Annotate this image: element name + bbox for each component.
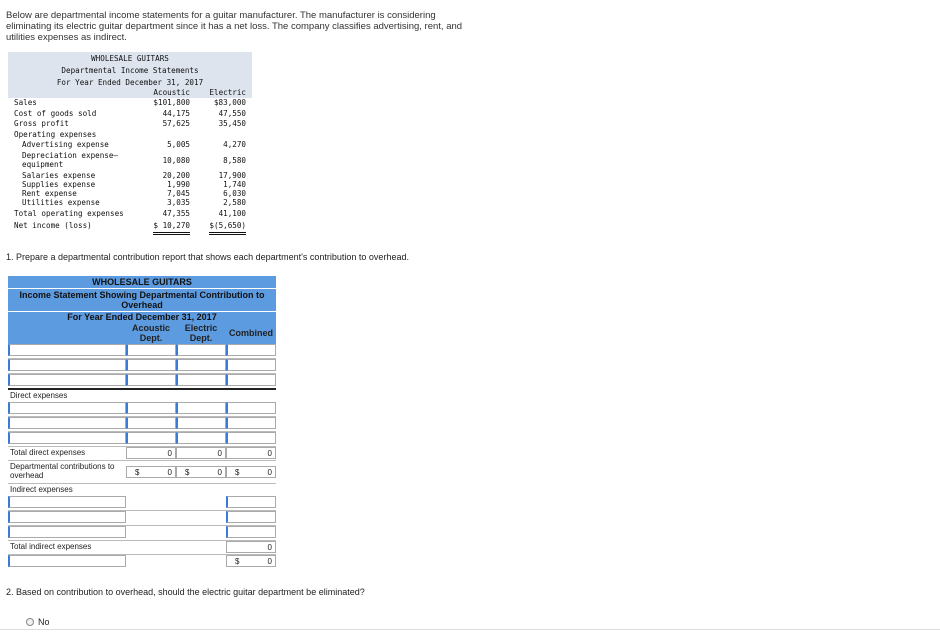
combined-input[interactable] — [226, 359, 276, 371]
table-row — [8, 484, 276, 496]
statement-value: $ 10,270 — [153, 220, 190, 235]
divider — [0, 629, 940, 630]
statement-value: 47,355 — [163, 208, 190, 221]
table-row — [8, 417, 276, 432]
combined-input[interactable] — [226, 526, 276, 538]
net-income-combined: $ 0 — [226, 555, 276, 567]
question-1: 1. Prepare a departmental contribution report that shows each department's contribution to overhead. — [6, 252, 409, 262]
statement-label: Utilities expense — [22, 197, 100, 207]
total-indirect-combined: 0 — [226, 541, 276, 553]
combined-input[interactable] — [226, 511, 276, 523]
report-header-row — [8, 322, 276, 344]
question-2: 2. Based on contribution to overhead, should the electric guitar department be eliminated? — [6, 587, 365, 597]
dept-contrib-label: Departmental contributions to overhead — [10, 462, 115, 480]
acoustic-input[interactable] — [126, 374, 176, 386]
electric-input[interactable] — [176, 402, 226, 414]
table-row — [8, 359, 276, 374]
radio-label: No — [38, 617, 50, 627]
statement-value: $(5,650) — [209, 220, 246, 235]
statement-col-acoustic: Acoustic — [153, 88, 190, 97]
statement-value: $83,000 — [213, 98, 246, 107]
combined-input[interactable] — [226, 417, 276, 429]
departmental-income-statement — [8, 52, 252, 234]
contribution-row — [8, 461, 276, 484]
electric-input[interactable] — [176, 417, 226, 429]
account-select[interactable] — [8, 402, 126, 414]
statement-period: For Year Ended December 31, 2017 — [8, 76, 252, 88]
statement-label: Salaries expense — [22, 170, 96, 180]
table-row — [8, 432, 276, 447]
contribution-report — [8, 276, 276, 566]
acoustic-input[interactable] — [126, 417, 176, 429]
statement-value: 6,030 — [223, 188, 246, 198]
problem-intro: Below are departmental income statements for a guitar manufacturer. The manufacturer is considering eliminating its electric guitar department since it has a net loss. The company classifies advertising, rent, and utilities expenses as indirect. — [6, 10, 463, 43]
combined-input[interactable] — [226, 432, 276, 444]
statement-title: Departmental Income Statements — [8, 64, 252, 76]
statement-value: 47,550 — [219, 109, 246, 121]
combined-input[interactable] — [226, 496, 276, 508]
net-income-row — [8, 555, 276, 569]
acoustic-input[interactable] — [126, 344, 176, 356]
total-indirect-label: Total indirect expenses — [10, 542, 92, 551]
combined-input[interactable] — [226, 344, 276, 356]
statement-label: Net income (loss) — [14, 220, 92, 230]
statement-label: equipment — [22, 159, 64, 169]
acoustic-input[interactable] — [126, 402, 176, 414]
account-select[interactable] — [8, 432, 126, 444]
statement-value: 10,080 — [162, 155, 190, 165]
statement-label: Depreciation expense— — [22, 150, 119, 160]
account-select[interactable] — [8, 511, 126, 523]
total-direct-row — [8, 447, 276, 461]
statement-value: 1,990 — [167, 179, 190, 189]
statement-value: 2,580 — [223, 197, 246, 207]
statement-value: 57,625 — [162, 119, 190, 128]
statement-label: Operating expenses — [14, 129, 97, 139]
account-select[interactable] — [8, 344, 126, 356]
statement-label: Sales — [14, 98, 37, 107]
header-electric: Electric Dept. — [184, 323, 218, 343]
contrib-combined: $ 0 — [226, 466, 276, 478]
statement-label: Rent expense — [22, 188, 77, 198]
contrib-electric: $ 0 — [176, 466, 226, 478]
acoustic-input[interactable] — [126, 359, 176, 371]
statement-label: Cost of goods sold — [14, 108, 97, 118]
statement-label: Total operating expenses — [14, 208, 124, 218]
direct-expenses-label: Direct expenses — [10, 391, 68, 400]
report-title: Income Statement Showing Departmental Contribution to Overhead — [8, 289, 276, 312]
electric-input[interactable] — [176, 344, 226, 356]
statement-value: 35,450 — [218, 119, 246, 128]
account-select[interactable] — [8, 496, 126, 508]
statement-value: $101,800 — [153, 98, 190, 107]
acoustic-input[interactable] — [126, 432, 176, 444]
answer-radio-no[interactable] — [26, 617, 50, 627]
statement-value: 41,100 — [219, 208, 246, 221]
report-company: WHOLESALE GUITARS — [8, 276, 276, 289]
table-row — [8, 344, 276, 359]
statement-col-electric: Electric — [209, 88, 246, 97]
table-row — [8, 496, 276, 511]
statement-company: WHOLESALE GUITARS — [8, 52, 252, 64]
combined-input[interactable] — [226, 374, 276, 386]
account-select[interactable] — [8, 417, 126, 429]
total-indirect-row — [8, 541, 276, 555]
report-grid — [8, 322, 276, 569]
statement-value: 7,045 — [167, 188, 190, 198]
account-select[interactable] — [8, 555, 126, 567]
account-select[interactable] — [8, 374, 126, 386]
statement-value: 4,270 — [223, 140, 246, 149]
statement-value: 44,175 — [163, 109, 190, 121]
table-row — [8, 526, 276, 541]
account-select[interactable] — [8, 526, 126, 538]
indirect-expenses-label: Indirect expenses — [10, 485, 73, 494]
total-direct-combined: 0 — [226, 447, 276, 459]
statement-label: Supplies expense — [22, 179, 96, 189]
statement-label: Advertising expense — [22, 140, 109, 149]
table-row — [8, 374, 276, 390]
report-period: For Year Ended December 31, 2017 — [8, 312, 276, 323]
total-direct-label: Total direct expenses — [10, 448, 86, 457]
header-acoustic: Acoustic Dept. — [131, 323, 170, 343]
statement-value: 3,035 — [167, 197, 190, 207]
electric-input[interactable] — [176, 374, 226, 386]
electric-input[interactable] — [176, 432, 226, 444]
statement-value: 1,740 — [223, 179, 246, 189]
total-direct-electric: 0 — [176, 447, 226, 459]
contrib-acoustic: $ 0 — [126, 466, 176, 478]
total-direct-acoustic: 0 — [126, 447, 176, 459]
statement-value: 5,005 — [167, 140, 190, 149]
statement-value: 8,580 — [223, 155, 246, 165]
statement-value: 17,900 — [218, 170, 246, 180]
header-combined: Combined — [229, 328, 273, 338]
statement-value: 20,200 — [162, 170, 190, 180]
table-row — [8, 511, 276, 526]
table-row — [8, 402, 276, 417]
combined-input[interactable] — [226, 402, 276, 414]
table-row — [8, 390, 276, 402]
electric-input[interactable] — [176, 359, 226, 371]
statement-label: Gross profit — [14, 119, 69, 128]
account-select[interactable] — [8, 359, 126, 371]
radio-icon[interactable] — [26, 618, 34, 626]
